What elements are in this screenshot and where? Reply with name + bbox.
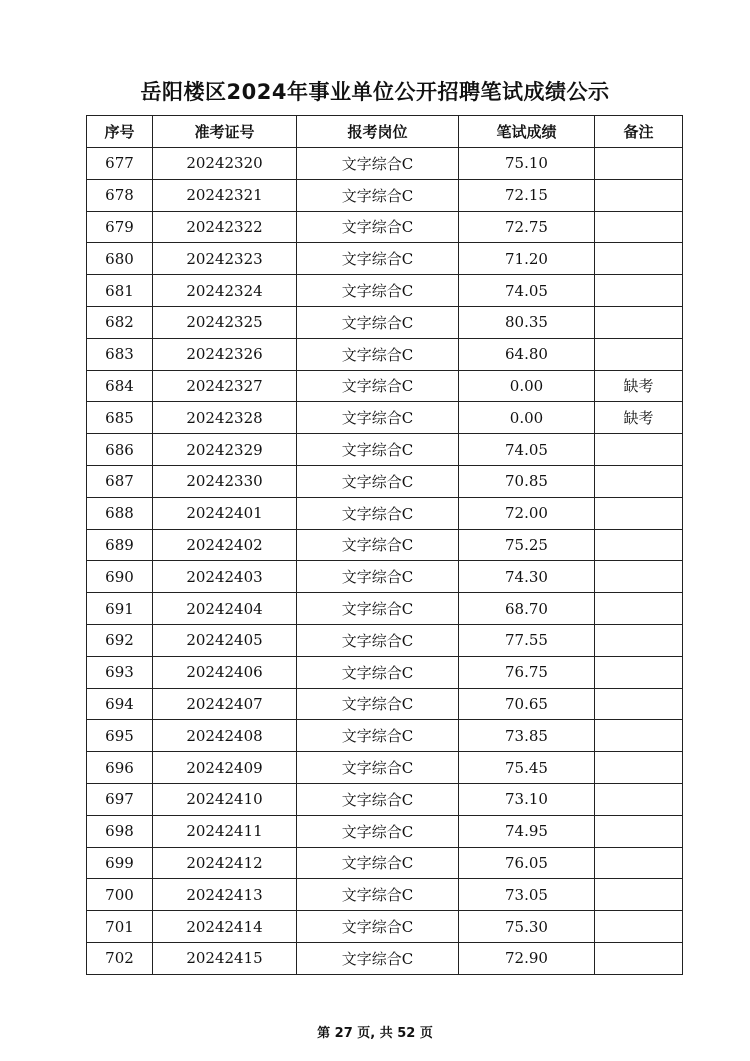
cell-remarks — [595, 624, 683, 656]
cell-score: 75.25 — [459, 529, 595, 561]
cell-index: 680 — [87, 243, 153, 275]
header-score: 笔试成绩 — [459, 116, 595, 148]
cell-score: 80.35 — [459, 306, 595, 338]
cell-remarks — [595, 275, 683, 307]
cell-ticket-number: 20242410 — [153, 783, 297, 815]
page-title: 岳阳楼区2024年事业单位公开招聘笔试成绩公示 — [140, 80, 610, 104]
cell-score: 72.90 — [459, 942, 595, 974]
cell-index: 692 — [87, 624, 153, 656]
cell-remarks — [595, 911, 683, 943]
table-row — [87, 815, 683, 847]
table-row — [87, 306, 683, 338]
cell-index: 685 — [87, 402, 153, 434]
cell-ticket-number: 20242328 — [153, 402, 297, 434]
cell-index: 702 — [87, 942, 153, 974]
header-remarks: 备注 — [595, 116, 683, 148]
cell-index: 694 — [87, 688, 153, 720]
cell-index: 691 — [87, 593, 153, 625]
cell-ticket-number: 20242415 — [153, 942, 297, 974]
cell-index: 684 — [87, 370, 153, 402]
cell-remarks — [595, 338, 683, 370]
table-row — [87, 879, 683, 911]
cell-position: 文字综合C — [297, 434, 459, 466]
cell-score: 74.95 — [459, 815, 595, 847]
cell-index: 701 — [87, 911, 153, 943]
cell-score: 73.10 — [459, 783, 595, 815]
cell-score: 75.30 — [459, 911, 595, 943]
table-row — [87, 942, 683, 974]
table-row — [87, 497, 683, 529]
table-row — [87, 465, 683, 497]
table-row — [87, 370, 683, 402]
cell-ticket-number: 20242408 — [153, 720, 297, 752]
cell-ticket-number: 20242324 — [153, 275, 297, 307]
table-row — [87, 561, 683, 593]
cell-ticket-number: 20242320 — [153, 148, 297, 180]
cell-position: 文字综合C — [297, 879, 459, 911]
header-position: 报考岗位 — [297, 116, 459, 148]
cell-position: 文字综合C — [297, 306, 459, 338]
header-ticket-number: 准考证号 — [153, 116, 297, 148]
cell-remarks — [595, 148, 683, 180]
cell-remarks — [595, 942, 683, 974]
table-row — [87, 529, 683, 561]
cell-index: 681 — [87, 275, 153, 307]
cell-remarks — [595, 783, 683, 815]
table-row — [87, 434, 683, 466]
cell-position: 文字综合C — [297, 465, 459, 497]
cell-ticket-number: 20242413 — [153, 879, 297, 911]
cell-remarks — [595, 561, 683, 593]
table-row — [87, 720, 683, 752]
cell-score: 74.30 — [459, 561, 595, 593]
table-row — [87, 243, 683, 275]
table-row — [87, 656, 683, 688]
cell-ticket-number: 20242321 — [153, 179, 297, 211]
cell-score: 0.00 — [459, 402, 595, 434]
cell-ticket-number: 20242323 — [153, 243, 297, 275]
cell-position: 文字综合C — [297, 179, 459, 211]
table-row — [87, 911, 683, 943]
cell-ticket-number: 20242412 — [153, 847, 297, 879]
cell-index: 686 — [87, 434, 153, 466]
cell-remarks — [595, 815, 683, 847]
cell-ticket-number: 20242405 — [153, 624, 297, 656]
cell-ticket-number: 20242411 — [153, 815, 297, 847]
cell-score: 75.10 — [459, 148, 595, 180]
table-row — [87, 148, 683, 180]
table-row — [87, 847, 683, 879]
cell-ticket-number: 20242327 — [153, 370, 297, 402]
cell-position: 文字综合C — [297, 561, 459, 593]
cell-score: 68.70 — [459, 593, 595, 625]
cell-remarks — [595, 465, 683, 497]
cell-index: 690 — [87, 561, 153, 593]
cell-ticket-number: 20242326 — [153, 338, 297, 370]
cell-index: 699 — [87, 847, 153, 879]
cell-remarks — [595, 593, 683, 625]
cell-score: 73.05 — [459, 879, 595, 911]
cell-position: 文字综合C — [297, 402, 459, 434]
cell-remarks — [595, 243, 683, 275]
cell-remarks — [595, 497, 683, 529]
page-footer: 第 27 页, 共 52 页 — [317, 1026, 433, 1041]
cell-score: 72.75 — [459, 211, 595, 243]
cell-remarks — [595, 434, 683, 466]
cell-ticket-number: 20242401 — [153, 497, 297, 529]
cell-index: 695 — [87, 720, 153, 752]
cell-remarks — [595, 179, 683, 211]
cell-index: 682 — [87, 306, 153, 338]
cell-score: 77.55 — [459, 624, 595, 656]
cell-ticket-number: 20242322 — [153, 211, 297, 243]
cell-ticket-number: 20242329 — [153, 434, 297, 466]
cell-score: 64.80 — [459, 338, 595, 370]
cell-score: 70.85 — [459, 465, 595, 497]
cell-position: 文字综合C — [297, 783, 459, 815]
cell-position: 文字综合C — [297, 497, 459, 529]
cell-remarks — [595, 879, 683, 911]
cell-position: 文字综合C — [297, 370, 459, 402]
header-index: 序号 — [87, 116, 153, 148]
table-row — [87, 179, 683, 211]
cell-ticket-number: 20242404 — [153, 593, 297, 625]
cell-score: 73.85 — [459, 720, 595, 752]
cell-position: 文字综合C — [297, 148, 459, 180]
cell-remarks — [595, 752, 683, 784]
cell-position: 文字综合C — [297, 752, 459, 784]
cell-remarks: 缺考 — [595, 370, 683, 402]
cell-index: 700 — [87, 879, 153, 911]
cell-score: 74.05 — [459, 434, 595, 466]
cell-position: 文字综合C — [297, 338, 459, 370]
table-row — [87, 275, 683, 307]
cell-remarks — [595, 529, 683, 561]
cell-remarks — [595, 720, 683, 752]
cell-score: 74.05 — [459, 275, 595, 307]
cell-position: 文字综合C — [297, 243, 459, 275]
cell-index: 683 — [87, 338, 153, 370]
cell-index: 688 — [87, 497, 153, 529]
cell-index: 678 — [87, 179, 153, 211]
cell-score: 0.00 — [459, 370, 595, 402]
cell-ticket-number: 20242414 — [153, 911, 297, 943]
table-row — [87, 338, 683, 370]
cell-position: 文字综合C — [297, 275, 459, 307]
table-row — [87, 593, 683, 625]
cell-score: 76.05 — [459, 847, 595, 879]
cell-remarks — [595, 688, 683, 720]
cell-score: 70.65 — [459, 688, 595, 720]
table-row — [87, 211, 683, 243]
cell-score: 72.00 — [459, 497, 595, 529]
cell-score: 76.75 — [459, 656, 595, 688]
cell-index: 696 — [87, 752, 153, 784]
cell-position: 文字综合C — [297, 847, 459, 879]
cell-index: 697 — [87, 783, 153, 815]
table-row — [87, 752, 683, 784]
cell-position: 文字综合C — [297, 942, 459, 974]
table-row — [87, 688, 683, 720]
cell-remarks: 缺考 — [595, 402, 683, 434]
cell-index: 687 — [87, 465, 153, 497]
cell-index: 689 — [87, 529, 153, 561]
cell-position: 文字综合C — [297, 688, 459, 720]
cell-ticket-number: 20242402 — [153, 529, 297, 561]
cell-index: 693 — [87, 656, 153, 688]
cell-position: 文字综合C — [297, 529, 459, 561]
table-row — [87, 783, 683, 815]
cell-score: 72.15 — [459, 179, 595, 211]
cell-ticket-number: 20242325 — [153, 306, 297, 338]
cell-ticket-number: 20242406 — [153, 656, 297, 688]
table-row — [87, 624, 683, 656]
cell-remarks — [595, 211, 683, 243]
cell-score: 71.20 — [459, 243, 595, 275]
cell-position: 文字综合C — [297, 624, 459, 656]
cell-position: 文字综合C — [297, 815, 459, 847]
scores-table — [86, 115, 683, 975]
cell-remarks — [595, 306, 683, 338]
cell-ticket-number: 20242403 — [153, 561, 297, 593]
cell-ticket-number: 20242330 — [153, 465, 297, 497]
cell-position: 文字综合C — [297, 211, 459, 243]
cell-position: 文字综合C — [297, 720, 459, 752]
cell-index: 679 — [87, 211, 153, 243]
cell-position: 文字综合C — [297, 656, 459, 688]
table-body — [87, 148, 683, 975]
cell-position: 文字综合C — [297, 593, 459, 625]
cell-position: 文字综合C — [297, 911, 459, 943]
cell-index: 677 — [87, 148, 153, 180]
table-header-row — [87, 116, 683, 148]
cell-remarks — [595, 656, 683, 688]
cell-ticket-number: 20242407 — [153, 688, 297, 720]
cell-index: 698 — [87, 815, 153, 847]
table-row — [87, 402, 683, 434]
cell-remarks — [595, 847, 683, 879]
cell-ticket-number: 20242409 — [153, 752, 297, 784]
cell-score: 75.45 — [459, 752, 595, 784]
